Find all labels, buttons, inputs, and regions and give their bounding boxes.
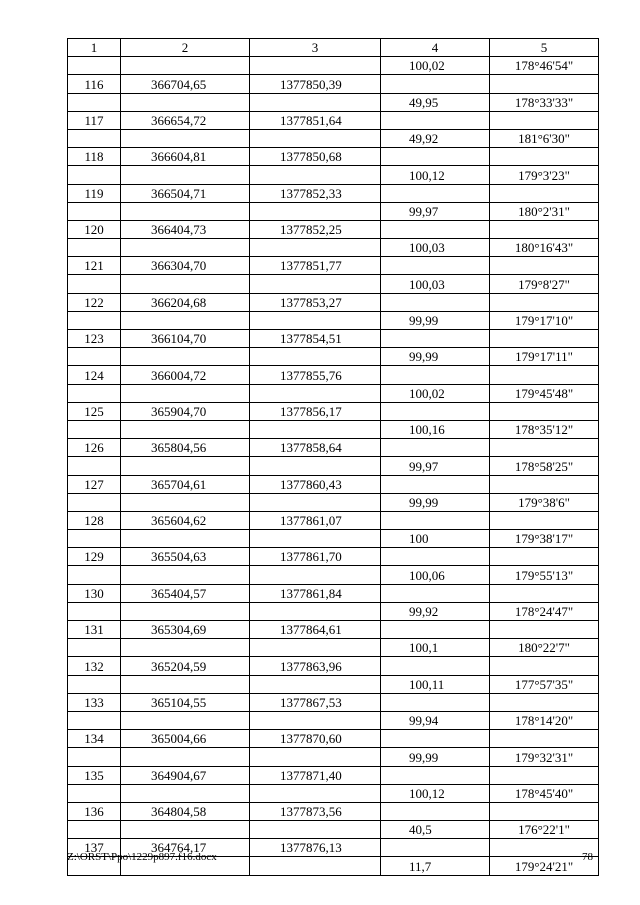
point-number-cell: 128: [68, 511, 121, 529]
point-number-cell: 124: [68, 366, 121, 384]
table-row: [68, 384, 599, 402]
x-coordinate-cell: 366654,72: [121, 111, 250, 129]
y-coordinate-cell: [250, 675, 381, 693]
x-coordinate-cell: [121, 239, 250, 257]
y-coordinate-cell: [250, 566, 381, 584]
y-coordinate-cell: [250, 129, 381, 147]
angle-cell: 178°24'47": [490, 602, 599, 620]
x-coordinate-cell: 364804,58: [121, 802, 250, 820]
distance-cell: 99,92: [381, 602, 490, 620]
x-coordinate-cell: 365804,56: [121, 439, 250, 457]
angle-cell: 178°46'54": [490, 57, 599, 75]
distance-cell: [381, 584, 490, 602]
y-coordinate-cell: [250, 275, 381, 293]
distance-cell: 99,99: [381, 493, 490, 511]
point-number-cell: 121: [68, 257, 121, 275]
y-coordinate-cell: 1377850,68: [250, 148, 381, 166]
angle-cell: 178°33'33": [490, 93, 599, 111]
y-coordinate-cell: [250, 166, 381, 184]
table-row: [68, 420, 599, 438]
angle-cell: [490, 111, 599, 129]
distance-cell: [381, 511, 490, 529]
distance-cell: 49,92: [381, 129, 490, 147]
distance-cell: 100,12: [381, 784, 490, 802]
point-number-cell: [68, 748, 121, 766]
distance-cell: [381, 657, 490, 675]
y-coordinate-cell: [250, 821, 381, 839]
x-coordinate-cell: [121, 57, 250, 75]
distance-cell: [381, 75, 490, 93]
angle-cell: [490, 293, 599, 311]
angle-cell: [490, 330, 599, 348]
table-row: [68, 548, 599, 566]
y-coordinate-cell: 1377854,51: [250, 330, 381, 348]
table-row: [68, 202, 599, 220]
angle-cell: [490, 366, 599, 384]
x-coordinate-cell: 365504,63: [121, 548, 250, 566]
y-coordinate-cell: [250, 239, 381, 257]
point-number-cell: [68, 129, 121, 147]
table-row: [68, 730, 599, 748]
angle-cell: 179°8'27": [490, 275, 599, 293]
angle-cell: 177°57'35": [490, 675, 599, 693]
distance-cell: 99,97: [381, 202, 490, 220]
x-coordinate-cell: [121, 821, 250, 839]
x-coordinate-cell: [121, 93, 250, 111]
point-number-cell: 131: [68, 621, 121, 639]
point-number-cell: [68, 166, 121, 184]
y-coordinate-cell: 1377856,17: [250, 402, 381, 420]
distance-cell: 99,97: [381, 457, 490, 475]
distance-cell: [381, 184, 490, 202]
x-coordinate-cell: 366004,72: [121, 366, 250, 384]
y-coordinate-cell: [250, 420, 381, 438]
angle-cell: [490, 220, 599, 238]
point-number-cell: [68, 311, 121, 329]
y-coordinate-cell: 1377870,60: [250, 730, 381, 748]
distance-cell: [381, 330, 490, 348]
angle-cell: [490, 657, 599, 675]
table-row: [68, 566, 599, 584]
table-row: [68, 111, 599, 129]
angle-cell: [490, 511, 599, 529]
point-number-cell: [68, 602, 121, 620]
point-number-cell: 117: [68, 111, 121, 129]
angle-cell: 179°55'13": [490, 566, 599, 584]
x-coordinate-cell: 365104,55: [121, 693, 250, 711]
x-coordinate-cell: [121, 420, 250, 438]
y-coordinate-cell: 1377871,40: [250, 766, 381, 784]
y-coordinate-cell: [250, 639, 381, 657]
y-coordinate-cell: [250, 784, 381, 802]
y-coordinate-cell: [250, 711, 381, 729]
table-row: [68, 75, 599, 93]
distance-cell: 40,5: [381, 821, 490, 839]
x-coordinate-cell: [121, 129, 250, 147]
y-coordinate-cell: 1377853,27: [250, 293, 381, 311]
file-path-footer: Z:\ORST\Ppo\1229p897.f16.docx: [67, 851, 217, 863]
distance-cell: [381, 111, 490, 129]
distance-cell: [381, 402, 490, 420]
angle-cell: 179°32'31": [490, 748, 599, 766]
angle-cell: [490, 257, 599, 275]
angle-cell: [490, 584, 599, 602]
angle-cell: [490, 148, 599, 166]
table-body: [68, 39, 599, 876]
table-row: [68, 257, 599, 275]
point-number-cell: 135: [68, 766, 121, 784]
point-number-cell: 123: [68, 330, 121, 348]
distance-cell: 100,02: [381, 384, 490, 402]
header-cell-1: 1: [68, 39, 121, 57]
table-row: [68, 457, 599, 475]
y-coordinate-cell: 1377860,43: [250, 475, 381, 493]
table-row: [68, 275, 599, 293]
table-row: [68, 184, 599, 202]
x-coordinate-cell: [121, 202, 250, 220]
table-row: [68, 693, 599, 711]
table-row: [68, 784, 599, 802]
point-number-cell: [68, 384, 121, 402]
angle-cell: [490, 402, 599, 420]
point-number-cell: 127: [68, 475, 121, 493]
y-coordinate-cell: [250, 530, 381, 548]
point-number-cell: 130: [68, 584, 121, 602]
angle-cell: 179°17'10": [490, 311, 599, 329]
angle-cell: 179°17'11": [490, 348, 599, 366]
distance-cell: [381, 220, 490, 238]
point-number-cell: [68, 675, 121, 693]
distance-cell: [381, 802, 490, 820]
point-number-cell: [68, 711, 121, 729]
x-coordinate-cell: [121, 311, 250, 329]
table-row: [68, 129, 599, 147]
table-row: [68, 748, 599, 766]
distance-cell: 100,12: [381, 166, 490, 184]
table-row: [68, 166, 599, 184]
header-cell-2: 2: [121, 39, 250, 57]
x-coordinate-cell: 366404,73: [121, 220, 250, 238]
angle-cell: [490, 184, 599, 202]
x-coordinate-cell: 365604,62: [121, 511, 250, 529]
angle-cell: [490, 802, 599, 820]
point-number-cell: 134: [68, 730, 121, 748]
x-coordinate-cell: 366504,71: [121, 184, 250, 202]
y-coordinate-cell: 1377852,33: [250, 184, 381, 202]
table-row: [68, 675, 599, 693]
x-coordinate-cell: 366204,68: [121, 293, 250, 311]
angle-cell: 180°22'7": [490, 639, 599, 657]
y-coordinate-cell: [250, 57, 381, 75]
table-row: [68, 639, 599, 657]
table-row: [68, 220, 599, 238]
point-number-cell: 122: [68, 293, 121, 311]
point-number-cell: [68, 420, 121, 438]
point-number-cell: [68, 530, 121, 548]
angle-cell: 179°45'48": [490, 384, 599, 402]
y-coordinate-cell: 1377861,84: [250, 584, 381, 602]
y-coordinate-cell: 1377861,70: [250, 548, 381, 566]
point-number-cell: 126: [68, 439, 121, 457]
x-coordinate-cell: [121, 493, 250, 511]
table-row: [68, 493, 599, 511]
point-number-cell: 116: [68, 75, 121, 93]
distance-cell: 100,03: [381, 275, 490, 293]
x-coordinate-cell: 364904,67: [121, 766, 250, 784]
distance-cell: [381, 766, 490, 784]
point-number-cell: [68, 348, 121, 366]
angle-cell: 179°3'23": [490, 166, 599, 184]
point-number-cell: 119: [68, 184, 121, 202]
y-coordinate-cell: [250, 93, 381, 111]
x-coordinate-cell: [121, 784, 250, 802]
x-coordinate-cell: [121, 384, 250, 402]
point-number-cell: [68, 457, 121, 475]
angle-cell: 179°38'6": [490, 493, 599, 511]
point-number-cell: 120: [68, 220, 121, 238]
point-number-cell: 129: [68, 548, 121, 566]
y-coordinate-cell: 1377876,13: [250, 839, 381, 857]
distance-cell: 100,11: [381, 675, 490, 693]
distance-cell: [381, 730, 490, 748]
x-coordinate-cell: 365204,59: [121, 657, 250, 675]
x-coordinate-cell: [121, 348, 250, 366]
x-coordinate-cell: 366604,81: [121, 148, 250, 166]
angle-cell: [490, 475, 599, 493]
y-coordinate-cell: 1377851,77: [250, 257, 381, 275]
x-coordinate-cell: [121, 566, 250, 584]
x-coordinate-cell: [121, 639, 250, 657]
x-coordinate-cell: 366104,70: [121, 330, 250, 348]
table-row: [68, 348, 599, 366]
distance-cell: 100,06: [381, 566, 490, 584]
distance-cell: 100: [381, 530, 490, 548]
page-number: 78: [582, 851, 593, 863]
table-row: [68, 311, 599, 329]
x-coordinate-cell: 366704,65: [121, 75, 250, 93]
angle-cell: [490, 730, 599, 748]
angle-cell: [490, 766, 599, 784]
distance-cell: 99,99: [381, 311, 490, 329]
point-number-cell: [68, 784, 121, 802]
y-coordinate-cell: [250, 748, 381, 766]
table-row: [68, 239, 599, 257]
distance-cell: [381, 148, 490, 166]
distance-cell: [381, 257, 490, 275]
y-coordinate-cell: [250, 857, 381, 875]
y-coordinate-cell: [250, 384, 381, 402]
angle-cell: 179°38'17": [490, 530, 599, 548]
y-coordinate-cell: 1377863,96: [250, 657, 381, 675]
x-coordinate-cell: 364764,17: [121, 839, 250, 857]
coordinates-table: [67, 38, 599, 876]
angle-cell: [490, 548, 599, 566]
y-coordinate-cell: [250, 311, 381, 329]
angle-cell: 176°22'1": [490, 821, 599, 839]
x-coordinate-cell: 365304,69: [121, 621, 250, 639]
distance-cell: [381, 293, 490, 311]
table-row: [68, 802, 599, 820]
y-coordinate-cell: [250, 602, 381, 620]
y-coordinate-cell: 1377861,07: [250, 511, 381, 529]
table-row: [68, 584, 599, 602]
distance-cell: [381, 621, 490, 639]
x-coordinate-cell: [121, 748, 250, 766]
table-row: [68, 57, 599, 75]
point-number-cell: [68, 202, 121, 220]
y-coordinate-cell: 1377873,56: [250, 802, 381, 820]
y-coordinate-cell: 1377867,53: [250, 693, 381, 711]
y-coordinate-cell: 1377851,64: [250, 111, 381, 129]
table-row: [68, 657, 599, 675]
table-row: [68, 602, 599, 620]
table-row: [68, 766, 599, 784]
table-row: [68, 293, 599, 311]
angle-cell: 178°35'12": [490, 420, 599, 438]
distance-cell: 100,03: [381, 239, 490, 257]
point-number-cell: [68, 493, 121, 511]
x-coordinate-cell: 365004,66: [121, 730, 250, 748]
x-coordinate-cell: 365704,61: [121, 475, 250, 493]
y-coordinate-cell: [250, 202, 381, 220]
x-coordinate-cell: [121, 602, 250, 620]
distance-cell: 100,1: [381, 639, 490, 657]
distance-cell: 49,95: [381, 93, 490, 111]
point-number-cell: [68, 639, 121, 657]
x-coordinate-cell: [121, 166, 250, 184]
angle-cell: 178°58'25": [490, 457, 599, 475]
angle-cell: 179°24'21": [490, 857, 599, 875]
angle-cell: 178°45'40": [490, 784, 599, 802]
table-row: [68, 511, 599, 529]
table-row: [68, 621, 599, 639]
point-number-cell: 118: [68, 148, 121, 166]
distance-cell: 99,99: [381, 348, 490, 366]
point-number-cell: [68, 93, 121, 111]
angle-cell: [490, 693, 599, 711]
x-coordinate-cell: 366304,70: [121, 257, 250, 275]
y-coordinate-cell: [250, 348, 381, 366]
point-number-cell: [68, 57, 121, 75]
table-row: [68, 366, 599, 384]
angle-cell: 181°6'30": [490, 129, 599, 147]
table-row: [68, 148, 599, 166]
angle-cell: 178°14'20": [490, 711, 599, 729]
distance-cell: [381, 439, 490, 457]
x-coordinate-cell: 365404,57: [121, 584, 250, 602]
point-number-cell: 133: [68, 693, 121, 711]
y-coordinate-cell: 1377858,64: [250, 439, 381, 457]
point-number-cell: 136: [68, 802, 121, 820]
x-coordinate-cell: [121, 530, 250, 548]
table-row: [68, 439, 599, 457]
distance-cell: [381, 693, 490, 711]
angle-cell: [490, 439, 599, 457]
distance-cell: 11,7: [381, 857, 490, 875]
table-row: [68, 475, 599, 493]
x-coordinate-cell: [121, 675, 250, 693]
angle-cell: [490, 75, 599, 93]
y-coordinate-cell: [250, 493, 381, 511]
header-cell-4: 4: [381, 39, 490, 57]
distance-cell: [381, 475, 490, 493]
distance-cell: [381, 839, 490, 857]
x-coordinate-cell: [121, 457, 250, 475]
table-row: [68, 402, 599, 420]
y-coordinate-cell: 1377855,76: [250, 366, 381, 384]
point-number-cell: [68, 239, 121, 257]
point-number-cell: [68, 275, 121, 293]
header-row: [68, 39, 599, 57]
point-number-cell: [68, 821, 121, 839]
table-row: [68, 821, 599, 839]
x-coordinate-cell: [121, 275, 250, 293]
distance-cell: [381, 548, 490, 566]
distance-cell: [381, 366, 490, 384]
distance-cell: 100,16: [381, 420, 490, 438]
table-row: [68, 93, 599, 111]
y-coordinate-cell: 1377864,61: [250, 621, 381, 639]
point-number-cell: 132: [68, 657, 121, 675]
distance-cell: 99,99: [381, 748, 490, 766]
distance-cell: 100,02: [381, 57, 490, 75]
point-number-cell: 137: [68, 839, 121, 857]
distance-cell: 99,94: [381, 711, 490, 729]
x-coordinate-cell: [121, 711, 250, 729]
angle-cell: 180°2'31": [490, 202, 599, 220]
point-number-cell: 125: [68, 402, 121, 420]
point-number-cell: [68, 566, 121, 584]
table-row: [68, 330, 599, 348]
table-row: [68, 530, 599, 548]
x-coordinate-cell: 365904,70: [121, 402, 250, 420]
angle-cell: 180°16'43": [490, 239, 599, 257]
angle-cell: [490, 621, 599, 639]
header-cell-3: 3: [250, 39, 381, 57]
y-coordinate-cell: [250, 457, 381, 475]
table-row: [68, 711, 599, 729]
y-coordinate-cell: 1377850,39: [250, 75, 381, 93]
header-cell-5: 5: [490, 39, 599, 57]
y-coordinate-cell: 1377852,25: [250, 220, 381, 238]
